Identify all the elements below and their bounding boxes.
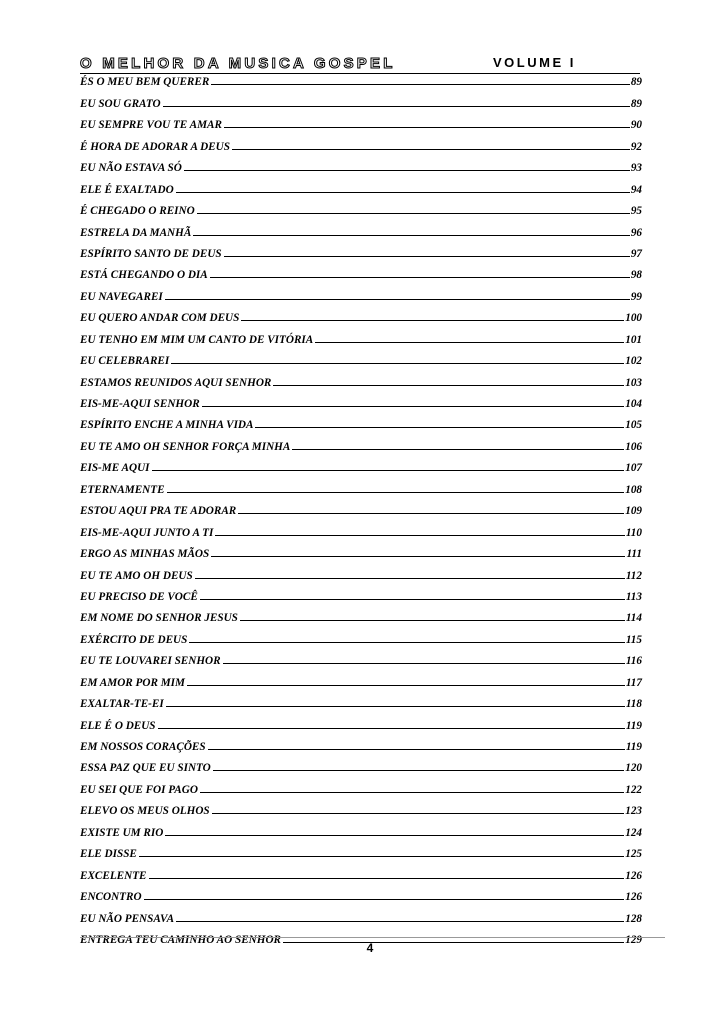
toc-leader-line [171,363,624,364]
toc-entry [80,517,642,538]
toc-leader-line [224,256,630,257]
toc-entry-page: 109 [625,505,642,518]
toc-leader-line [152,470,625,471]
toc-entry-page: 101 [625,333,642,346]
toc-entry-title: ERGO AS MINHAS MÃOS [80,548,210,561]
toc-leader-line [184,170,630,171]
toc-entry [80,882,642,903]
volume-label: VOLUME I [493,55,576,70]
toc-entry-title: EU SEI QUE FOI PAGO [80,783,198,796]
toc-entry [80,303,642,324]
toc-entry-title: EXÉRCITO DE DEUS [80,633,188,646]
toc-entry-page: 124 [625,826,642,839]
toc-leader-line [200,599,625,600]
toc-entry [80,582,642,603]
toc-entry [80,260,642,281]
toc-entry-title: ESPÍRITO SANTO DE DEUS [80,247,222,260]
toc-entry-page: 111 [626,548,642,561]
toc-entry [80,431,642,452]
table-of-contents [80,67,642,946]
toc-leader-line [240,620,625,621]
toc-entry [80,603,642,624]
toc-entry-title: EU TE AMO OH DEUS [80,569,193,582]
toc-entry [80,624,642,645]
toc-entry [80,88,642,109]
toc-entry-title: ÉS O MEU BEM QUERER [80,76,210,89]
toc-entry-title: EU QUERO ANDAR COM DEUS [80,312,240,325]
toc-entry-page: 123 [625,805,642,818]
toc-entry [80,110,642,131]
toc-entry [80,860,642,881]
toc-entry-page: 105 [625,419,642,432]
toc-leader-line [165,835,624,836]
toc-leader-line [197,213,630,214]
toc-entry-title: EU NÃO PENSAVA [80,912,175,925]
toc-entry [80,774,642,795]
toc-entry-title: EU PRECISO DE VOCÊ [80,590,198,603]
toc-entry-page: 112 [625,569,642,582]
toc-leader-line [200,792,624,793]
toc-entry-page: 97 [630,247,642,260]
toc-entry-page: 128 [625,912,642,925]
toc-entry-title: ESSA PAZ QUE EU SINTO [80,762,211,775]
toc-entry-title: ENCONTRO [80,891,142,904]
toc-leader-line [210,277,630,278]
toc-entry-page: 113 [625,590,642,603]
toc-entry [80,539,642,560]
toc-leader-line [166,706,625,707]
toc-leader-line [149,878,625,879]
toc-entry-page: 102 [625,355,642,368]
toc-leader-line [208,749,625,750]
toc-leader-line [189,642,624,643]
toc-entry [80,817,642,838]
toc-entry-title: ESTRELA DA MANHÃ [80,226,192,239]
toc-entry-page: 89 [630,97,642,110]
toc-entry-title: EIS-ME-AQUI SENHOR [80,398,200,410]
toc-entry-page: 110 [625,526,642,539]
toc-entry-title: EXCELENTE [80,869,147,882]
toc-leader-line [165,299,630,300]
toc-entry-page: 116 [625,655,642,668]
toc-entry [80,710,642,731]
toc-leader-line [215,535,624,536]
toc-entry-title: ESTOU AQUI PRA TE ADORAR [80,505,237,518]
toc-entry-page: 126 [625,891,642,904]
toc-entry-title: EM NOSSOS CORAÇÕES [80,741,206,753]
toc-entry-page: 106 [625,440,642,453]
toc-entry-title: EU TE AMO OH SENHOR FORÇA MINHA [80,440,291,453]
toc-entry [80,324,642,345]
toc-entry-page: 114 [625,612,642,625]
toc-leader-line [158,728,625,729]
toc-entry [80,131,642,152]
toc-entry [80,796,642,817]
toc-entry [80,753,642,774]
toc-entry-page: 104 [625,398,642,410]
toc-leader-line [139,856,624,857]
toc-entry-page: 99 [630,290,642,303]
toc-entry-page: 100 [625,312,642,325]
toc-entry [80,560,642,581]
toc-entry-title: EU TE LOUVAREI SENHOR [80,655,221,668]
toc-leader-line [176,921,624,922]
toc-entry-page: 103 [625,376,642,389]
toc-leader-line [144,899,625,900]
toc-entry-page: 129 [625,933,642,946]
toc-entry-title: ESTÁ CHEGANDO O DIA [80,269,208,282]
toc-leader-line [202,406,625,407]
toc-entry-page: 94 [630,183,642,196]
toc-entry [80,389,642,410]
toc-entry-title: EU SEMPRE VOU TE AMAR [80,119,222,132]
toc-leader-line [238,513,624,514]
toc-entry-page: 120 [625,762,642,775]
toc-entry-title: EU TENHO EM MIM UM CANTO DE VITÓRIA [80,333,314,346]
toc-entry [80,239,642,260]
toc-entry-page: 115 [625,633,642,646]
toc-entry [80,496,642,517]
toc-leader-line [187,685,625,686]
toc-leader-line [193,235,630,236]
toc-entry-page: 122 [625,783,642,796]
toc-entry [80,474,642,495]
toc-entry [80,346,642,367]
toc-entry [80,174,642,195]
toc-entry-title: ELE É EXALTADO [80,183,174,196]
toc-leader-line [315,342,624,343]
toc-entry [80,153,642,174]
footer-divider [80,937,665,938]
toc-entry [80,903,642,924]
toc-entry-page: 125 [625,848,642,861]
toc-entry-page: 108 [625,483,642,496]
toc-entry-page: 95 [630,205,642,218]
toc-leader-line [163,106,630,107]
toc-entry [80,67,642,88]
toc-entry-page: 89 [630,76,642,89]
toc-entry [80,196,642,217]
toc-entry-title: EXISTE UM RIO [80,826,164,839]
toc-entry-title: ELEVO OS MEUS OLHOS [80,805,210,818]
toc-entry-title: ESPÍRITO ENCHE A MINHA VIDA [80,419,254,432]
toc-leader-line [211,556,625,557]
toc-entry-title: EXALTAR-TE-EI [80,698,164,711]
toc-entry-page: 96 [630,226,642,239]
toc-entry-title: EU NAVEGAREI [80,290,163,303]
toc-leader-line [273,385,624,386]
toc-entry-title: EU SOU GRATO [80,97,161,110]
toc-entry-page: 93 [630,162,642,175]
toc-entry-page: 107 [625,462,642,475]
toc-entry-title: EM NOME DO SENHOR JESUS [80,612,238,625]
toc-entry-page: 126 [625,869,642,882]
toc-entry-title: EM AMOR POR MIM [80,676,185,689]
toc-leader-line [211,84,629,85]
toc-entry [80,839,642,860]
toc-entry [80,646,642,667]
toc-leader-line [232,149,630,150]
toc-leader-line [292,449,624,450]
toc-leader-line [195,578,625,579]
toc-entry-title: É CHEGADO O REINO [80,205,195,218]
toc-entry-title: EU CELEBRAREI [80,355,170,368]
toc-entry-title: ELE É O DEUS [80,719,156,732]
toc-leader-line [213,770,624,771]
toc-entry-title: ETERNAMENTE [80,483,165,496]
toc-entry-title: ELE DISSE [80,848,137,861]
toc-entry-page: 92 [630,140,642,153]
toc-leader-line [167,492,625,493]
toc-entry [80,410,642,431]
toc-leader-line [224,127,630,128]
toc-entry [80,217,642,238]
toc-entry [80,281,642,302]
toc-entry-page: 98 [630,269,642,282]
toc-entry-page: 117 [625,676,642,689]
toc-entry-title: EIS-ME AQUI [80,462,150,475]
toc-entry-title: ENTREGA TEU CAMINHO AO SENHOR [80,933,282,946]
toc-entry [80,367,642,388]
toc-leader-line [255,427,624,428]
toc-entry-page: 118 [625,698,642,711]
toc-entry [80,689,642,710]
toc-entry [80,732,642,753]
toc-leader-line [176,192,630,193]
toc-entry-page: 90 [630,119,642,132]
toc-entry-title: ESTAMOS REUNIDOS AQUI SENHOR [80,376,272,389]
toc-entry [80,667,642,688]
toc-leader-line [212,813,625,814]
toc-entry-page: 119 [625,719,642,732]
page-number: 4 [366,941,374,955]
toc-entry-title: É HORA DE ADORAR A DEUS [80,140,230,153]
toc-entry-page: 119 [625,741,642,753]
toc-leader-line [241,320,624,321]
toc-entry [80,453,642,474]
toc-entry-title: EIS-ME-AQUI JUNTO A TI [80,526,214,539]
toc-entry-title: EU NÃO ESTAVA SÓ [80,162,182,175]
book-title: O MELHOR DA MUSICA GOSPEL [80,55,396,72]
toc-leader-line [223,663,625,664]
